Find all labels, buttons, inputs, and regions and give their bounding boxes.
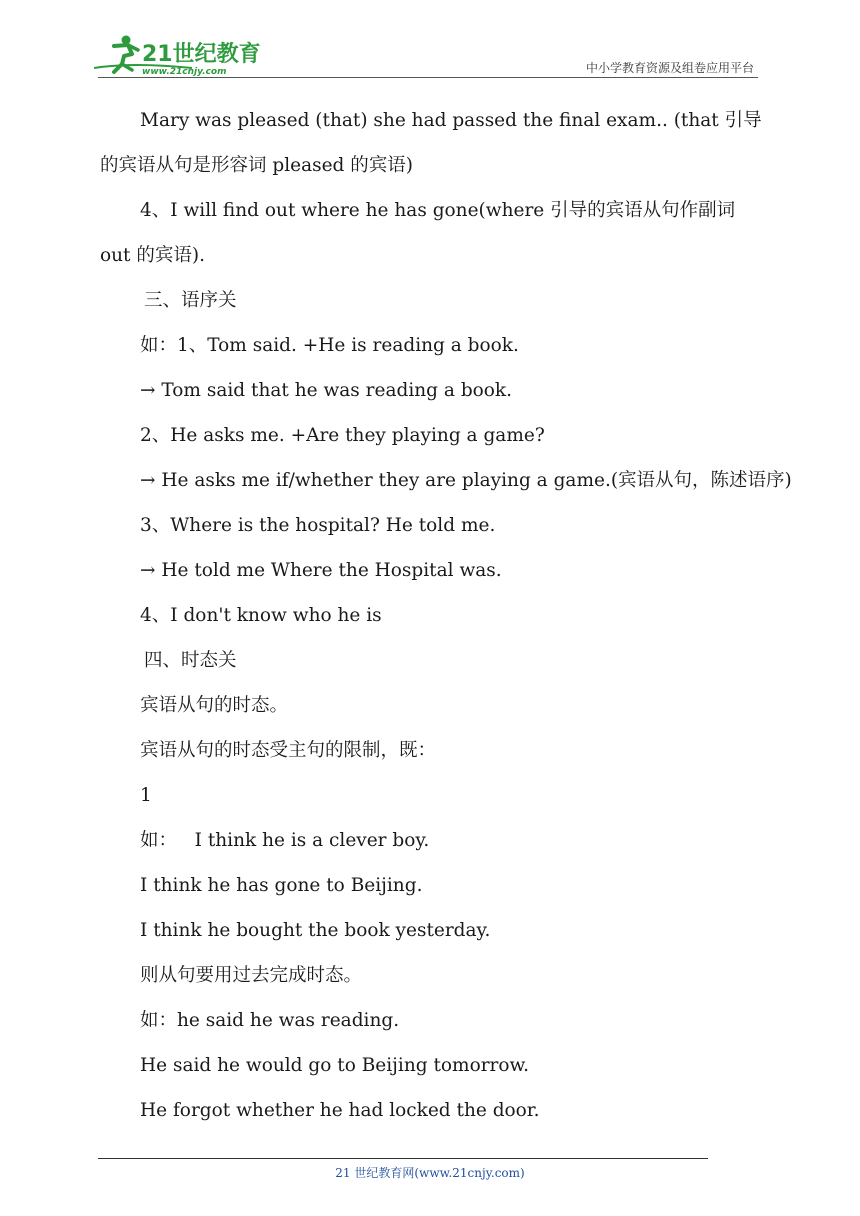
runner-logo-icon <box>92 32 262 78</box>
paragraph-18: 则从句要用过去完成时态。 <box>140 965 363 986</box>
paragraph-10: 4、I don't know who he is <box>140 605 382 626</box>
paragraph-8: 3、Where is the hospital? He told me. <box>140 515 496 536</box>
paragraph-20: He said he would go to Beijing tomorrow. <box>140 1055 530 1076</box>
paragraph-14: 1 <box>140 785 152 806</box>
page-header <box>0 0 860 80</box>
paragraph-4: 如：1、Tom said. +He is reading a book. <box>140 335 519 356</box>
paragraph-6: 2、He asks me. +Are they playing a game? <box>140 425 545 446</box>
logo-url-text: www.21cnjy.com <box>142 67 227 77</box>
paragraph-13: 宾语从句的时态受主句的限制，既： <box>140 740 437 761</box>
paragraph-12: 宾语从句的时态。 <box>140 695 289 716</box>
paragraph-16: I think he has gone to Beijing. <box>140 875 423 896</box>
paragraph-7: → He asks me if/whether they are playing a game.(宾语从句，陈述语序) <box>140 470 792 491</box>
paragraph-19: 如：he said he was reading. <box>140 1010 400 1031</box>
header-tagline: 中小学教育资源及组卷应用平台 <box>585 61 754 75</box>
paragraph-15: 如： I think he is a clever boy. <box>140 830 430 851</box>
paragraph-1: Mary was pleased (that) she had passed the final exam.. (that 引导的宾语从句是形容词 pleased 的宾语) <box>100 110 762 176</box>
paragraph-9: → He told me Where the Hospital was. <box>140 560 502 581</box>
paragraph-21: He forgot whether he had locked the door. <box>140 1100 540 1121</box>
section-heading-3: 三、语序关 <box>144 290 237 311</box>
paragraph-17: I think he bought the book yesterday. <box>140 920 491 941</box>
paragraph-2: 4、I will find out where he has gone(where 引导的宾语从句作副词 out 的宾语). <box>100 200 736 266</box>
section-heading-4: 四、时态关 <box>144 650 237 671</box>
footer-divider <box>98 1158 708 1159</box>
site-logo <box>92 32 262 78</box>
paragraph-5: → Tom said that he was reading a book. <box>140 380 513 401</box>
logo-main-text: 21世纪教育 <box>142 42 261 67</box>
footer-link[interactable]: 21 世纪教育网(www.21cnjy.com) <box>335 1166 525 1180</box>
header-divider <box>98 77 758 78</box>
